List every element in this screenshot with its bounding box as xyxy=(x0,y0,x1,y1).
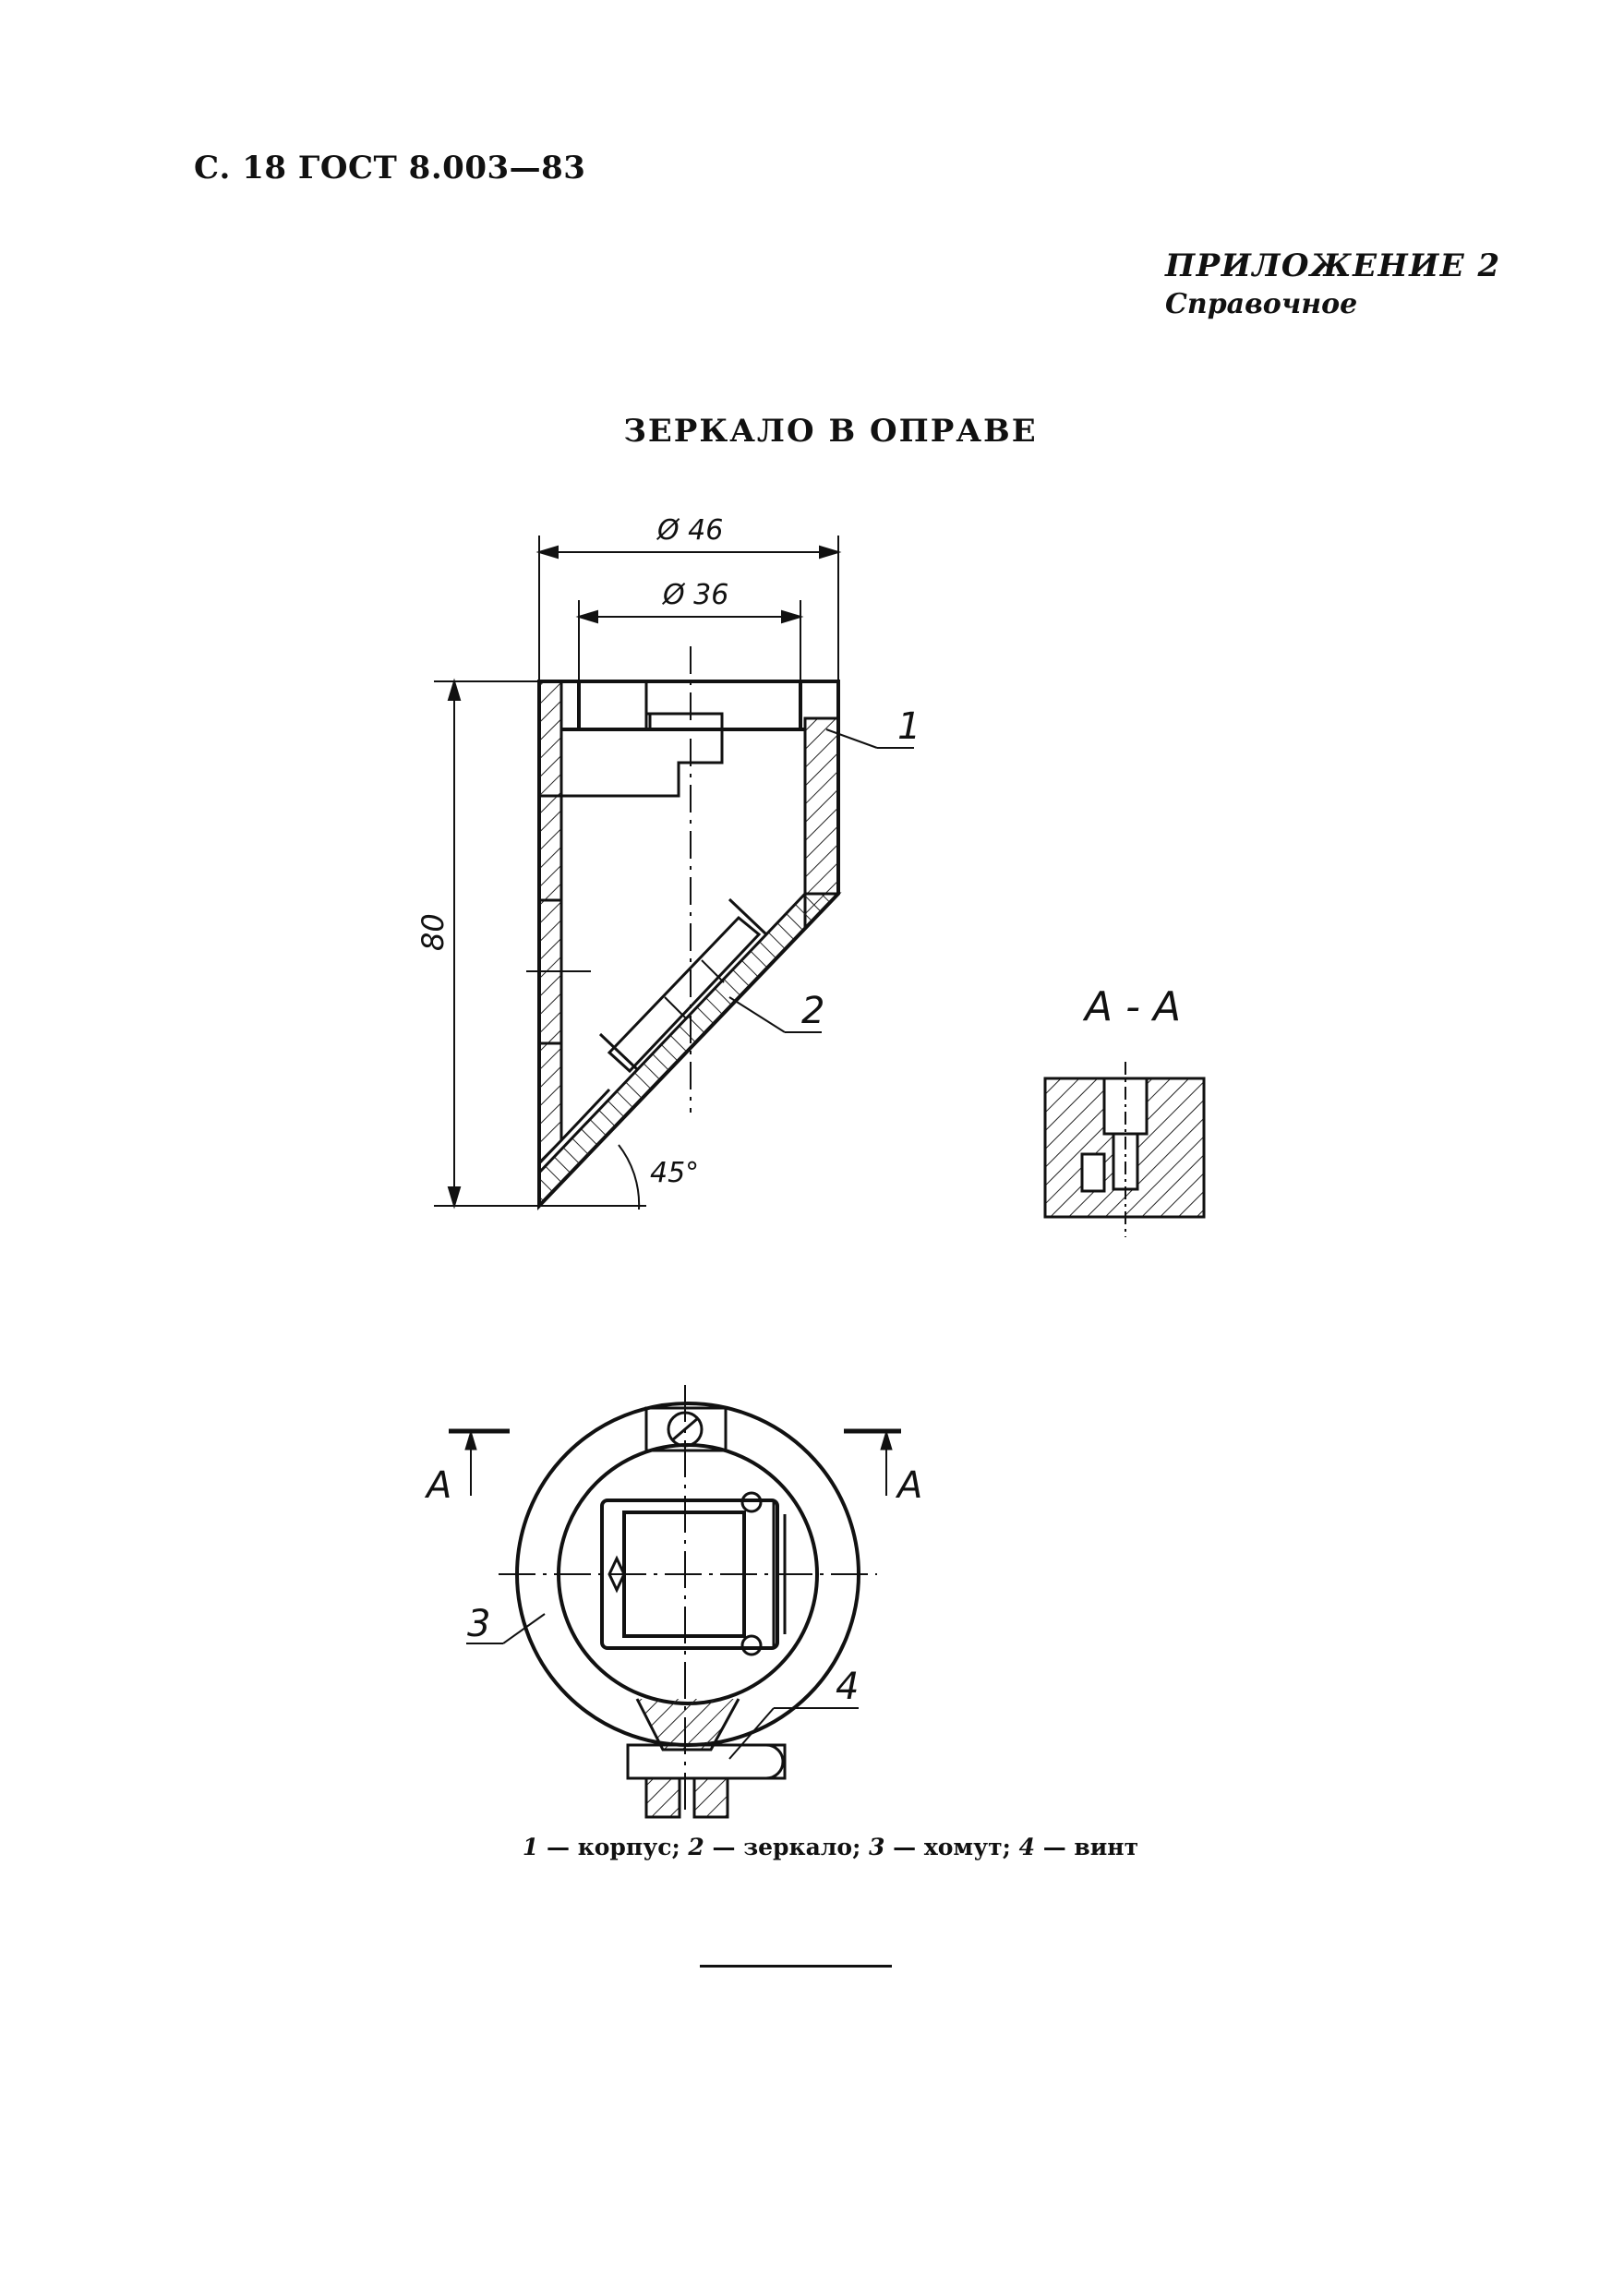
caption-text-2: — зеркало; xyxy=(704,1834,870,1860)
section-mark-right: А xyxy=(897,1464,923,1507)
callout-1: 1 xyxy=(897,705,921,748)
caption-num-2: 2 xyxy=(688,1834,704,1860)
dim-height-label: 80 xyxy=(415,913,451,951)
callout-3: 3 xyxy=(467,1603,491,1645)
page-title: ЗЕРКАЛО В ОПРАВЕ xyxy=(623,413,1038,450)
section-title: А - А xyxy=(1085,983,1182,1030)
caption-text-1: — корпус; xyxy=(538,1834,689,1860)
caption-num-1: 1 xyxy=(522,1834,539,1860)
housing-left-wall xyxy=(539,681,561,1163)
dim-inner-label: Ø 36 xyxy=(663,579,729,611)
section-marker-right xyxy=(844,1431,901,1496)
figure-caption xyxy=(0,1834,1624,1860)
dim-angle-label: 45° xyxy=(650,1157,700,1189)
top-view xyxy=(517,1403,859,1817)
caption-num-3: 3 xyxy=(869,1834,885,1860)
caption-text-4: — винт xyxy=(1034,1834,1139,1860)
page-header: С. 18 ГОСТ 8.003—83 xyxy=(194,150,586,187)
section-mark-left: А xyxy=(427,1464,452,1507)
callout-2: 2 xyxy=(801,990,825,1032)
end-rule xyxy=(700,1965,892,1968)
caption-text-3: — хомут; xyxy=(884,1834,1019,1860)
section-marker-left xyxy=(449,1431,510,1496)
callout-4: 4 xyxy=(836,1666,860,1708)
housing-inner-step xyxy=(602,714,722,796)
caption-num-4: 4 xyxy=(1018,1834,1035,1860)
dim-outer-label: Ø 46 xyxy=(657,514,724,547)
section-aa xyxy=(1045,1062,1204,1237)
side-view xyxy=(539,681,838,1206)
appendix-type: Справочное xyxy=(1165,288,1358,320)
appendix-label: ПРИЛОЖЕНИЕ 2 xyxy=(1165,247,1501,284)
